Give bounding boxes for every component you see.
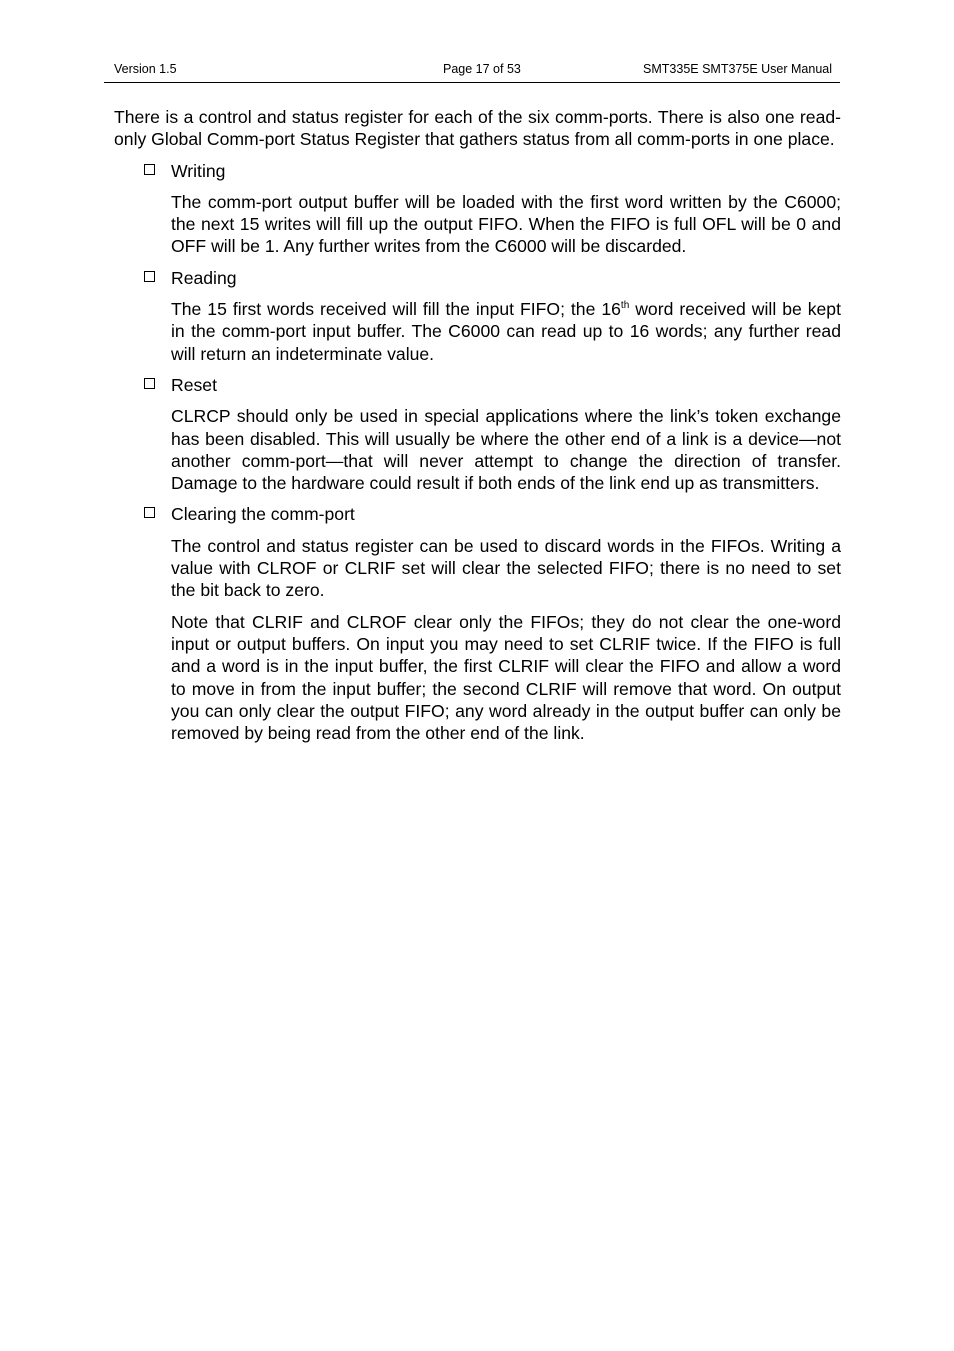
bullet-writing-title: Writing	[171, 160, 226, 181]
reset-paragraph: CLRCP should only be used in special applications where the link’s token exchange has been disabled. This will usually be where the other end of a link is a device—not another comm-port—that will never attempt to change the direction of transfer. Damage to the hardware could result if both ends of the link end up as transmitters.	[171, 406, 841, 494]
bullet-clearing	[114, 503, 841, 525]
bullet-reset-title: Reset	[171, 374, 217, 395]
checkbox-bullet-icon	[144, 378, 155, 389]
intro-paragraph: There is a control and status register for each of the six comm-ports. There is also one read-only Global Comm-port Status Register that gathers status from all comm-ports in one place.	[114, 107, 841, 150]
clearing-paragraph-2: Note that CLRIF and CLROF clear only the FIFOs; they do not clear the one-word input or output buffers. On input you may need to set CLRIF twice. If the FIFO is full and a word is in the input buffer, the first CLRIF will clear the FIFO and allow a word to move in from the input buffer; the second CLRIF will remove that word. On output you can only clear the output FIFO; any word already in the output buffer can only be removed by being read from the other end of the link.	[171, 611, 841, 744]
bullet-writing	[114, 160, 841, 182]
page-content	[114, 106, 841, 753]
reading-text-a: The 15 first words received will fill the input FIFO; the 16	[171, 299, 621, 320]
page-header	[104, 60, 840, 83]
bullet-reading-title: Reading	[171, 267, 237, 288]
writing-paragraph: The comm-port output buffer will be loaded with the first word written by the C6000; the next 15 writes will fill up the output FIFO. When the FIFO is full OFL will be 0 and OFF will be 1. Any further writes from the C6000 will be discarded.	[171, 191, 841, 257]
reading-superscript: th	[620, 300, 630, 312]
reading-text-b: word received will be kept in the comm-port input buffer. The C6000 can read up to 16 words; any further read will return an indeterminate value.	[171, 299, 841, 364]
bullet-reading	[114, 267, 841, 289]
header-manual-title: SMT335E SMT375E User Manual	[643, 62, 832, 76]
header-version: Version 1.5	[114, 62, 177, 76]
checkbox-bullet-icon	[144, 507, 155, 518]
clearing-paragraph-1: The control and status register can be used to discard words in the FIFOs. Writing a value with CLROF or CLRIF set will clear the selected FIFO; there is no need to set the bit back to zero.	[171, 535, 841, 601]
checkbox-bullet-icon	[144, 164, 155, 175]
checkbox-bullet-icon	[144, 271, 155, 282]
bullet-reset	[114, 374, 841, 396]
bullet-clearing-title: Clearing the comm-port	[171, 504, 355, 525]
header-page-number: Page 17 of 53	[443, 62, 521, 76]
reading-paragraph	[171, 298, 841, 365]
